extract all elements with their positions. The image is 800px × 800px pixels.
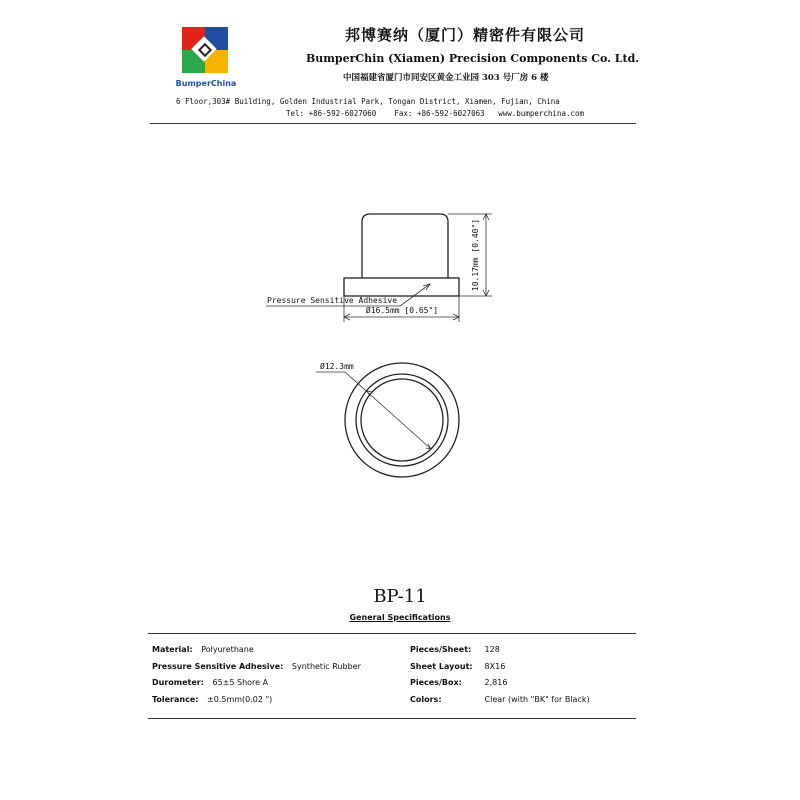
spec-label: Tolerance:	[152, 695, 199, 704]
spec-row-durometer	[152, 678, 268, 687]
spec-value: Synthetic Rubber	[291, 662, 361, 671]
spec-value: Clear (with "BK" for Black)	[484, 695, 590, 704]
spec-row-colors	[410, 695, 590, 704]
contact-line: Tel: +86-592-6027060 Fax: +86-592-6027063 www.bumperchina.com	[286, 109, 585, 118]
spec-heading: General Specifications	[349, 613, 451, 622]
spec-label: Durometer:	[152, 678, 204, 687]
spec-value: 2,816	[484, 678, 508, 687]
spec-row-material	[152, 645, 254, 654]
height-dimension-label: 10.17mm [0.40"]	[471, 218, 480, 292]
spec-value: ±0.5mm(0.02 ")	[207, 695, 273, 704]
logo-caption: BumperChina	[175, 79, 237, 88]
spec-label: Sheet Layout:	[410, 662, 473, 671]
spec-row-pieces-box	[410, 678, 507, 687]
spec-label: Colors:	[410, 695, 442, 704]
spec-value: 65±5 Shore A	[212, 678, 269, 687]
diameter-dimension-label: Ø16.5mm [0.65"]	[365, 306, 439, 315]
spec-label: Pieces/Box:	[410, 678, 462, 687]
spec-bottom-rule	[148, 718, 636, 719]
adhesive-callout: Pressure Sensitive Adhesive	[267, 296, 398, 305]
spec-label: Material:	[152, 645, 193, 654]
spec-row-tolerance	[152, 695, 272, 704]
spec-label: Pieces/Sheet:	[410, 645, 472, 654]
spec-label: Pressure Sensitive Adhesive:	[152, 662, 284, 671]
top-view-outer-circle	[345, 363, 459, 477]
side-view-cap	[362, 214, 448, 278]
spec-value: 8X16	[484, 662, 506, 671]
top-diameter-label: Ø12.3mm	[320, 362, 354, 371]
spec-row-sheet-layout	[410, 662, 505, 671]
spec-value: 128	[484, 645, 500, 654]
spec-top-rule	[148, 633, 636, 634]
spec-value: Polyurethane	[201, 645, 254, 654]
side-view-base	[344, 278, 459, 296]
spec-row-adhesive	[152, 662, 361, 671]
spec-row-pieces-sheet	[410, 645, 500, 654]
part-number: BP-11	[373, 586, 427, 607]
address-en: 6 Floor,303# Building, Golden Industrial Park, Tongan District, Xiamen, Fujian, China	[176, 97, 560, 106]
company-name-cn: 邦博赛纳（厦门）精密件有限公司	[345, 26, 586, 44]
top-view-inner-circle	[356, 374, 448, 466]
company-name-en: BumperChin (Xiamen) Precision Components Co. Ltd.	[306, 52, 640, 65]
address-cn: 中国福建省厦门市同安区黄金工业园 303 号厂房 6 楼	[343, 73, 549, 83]
